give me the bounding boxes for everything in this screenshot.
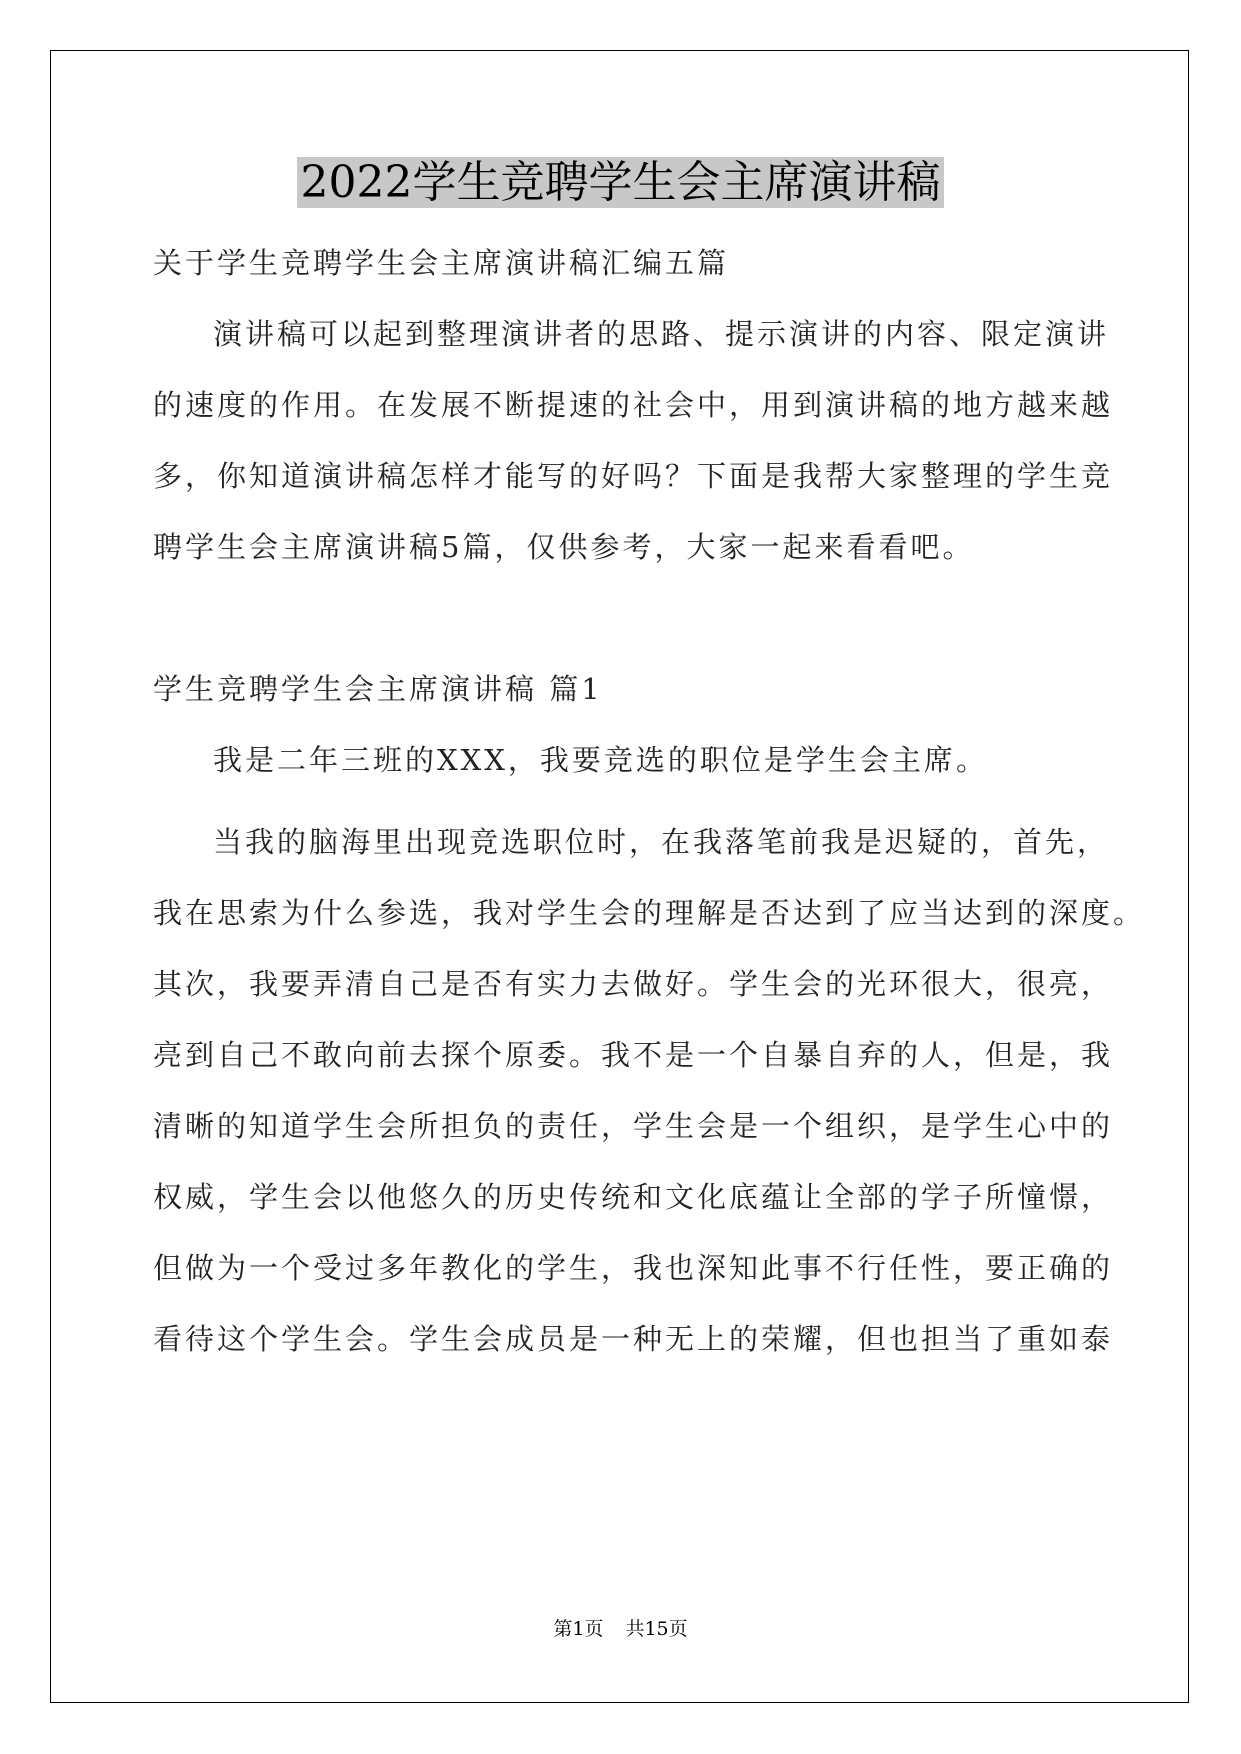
page-footer <box>0 1616 1241 1642</box>
page-number: 第1页 <box>553 1618 604 1640</box>
document-subtitle: 关于学生竞聘学生会主席演讲稿汇编五篇 <box>153 246 730 280</box>
paragraph-line: 聘学生会主席演讲稿5篇，仅供参考，大家一起来看看吧。 <box>153 530 975 564</box>
page-border <box>50 50 1189 1703</box>
paragraph-line: 演讲稿可以起到整理演讲者的思路、提示演讲的内容、限定演讲 <box>213 317 1110 351</box>
paragraph-line: 我是二年三班的XXX，我要竞选的职位是学生会主席。 <box>213 743 988 777</box>
page-total: 共15页 <box>625 1618 688 1640</box>
paragraph-line: 清晰的知道学生会所担负的责任，学生会是一个组织，是学生心中的 <box>153 1109 1114 1143</box>
document-title <box>0 152 1241 214</box>
paragraph-line: 亮到自己不敢向前去探个原委。我不是一个自暴自弃的人，但是，我 <box>153 1038 1114 1072</box>
paragraph-line: 权威，学生会以他悠久的历史传统和文化底蕴让全部的学子所憧憬， <box>153 1180 1114 1214</box>
section-heading: 学生竞聘学生会主席演讲稿 篇1 <box>153 672 603 706</box>
paragraph-line: 当我的脑海里出现竞选职位时，在我落笔前我是迟疑的，首先， <box>213 825 1110 859</box>
paragraph-line: 但做为一个受过多年教化的学生，我也深知此事不行任性，要正确的 <box>153 1251 1114 1285</box>
paragraph-line: 看待这个学生会。学生会成员是一种无上的荣耀，但也担当了重如泰 <box>153 1322 1114 1356</box>
paragraph-line: 多，你知道演讲稿怎样才能写的好吗？下面是我帮大家整理的学生竞 <box>153 459 1114 493</box>
paragraph-line: 其次，我要弄清自己是否有实力去做好。学生会的光环很大，很亮， <box>153 967 1114 1001</box>
paragraph-line: 我在思索为什么参选，我对学生会的理解是否达到了应当达到的深度。 <box>153 896 1146 930</box>
document-title-text: 2022学生竞聘学生会主席演讲稿 <box>297 157 945 208</box>
paragraph-line: 的速度的作用。在发展不断提速的社会中，用到演讲稿的地方越来越 <box>153 388 1114 422</box>
